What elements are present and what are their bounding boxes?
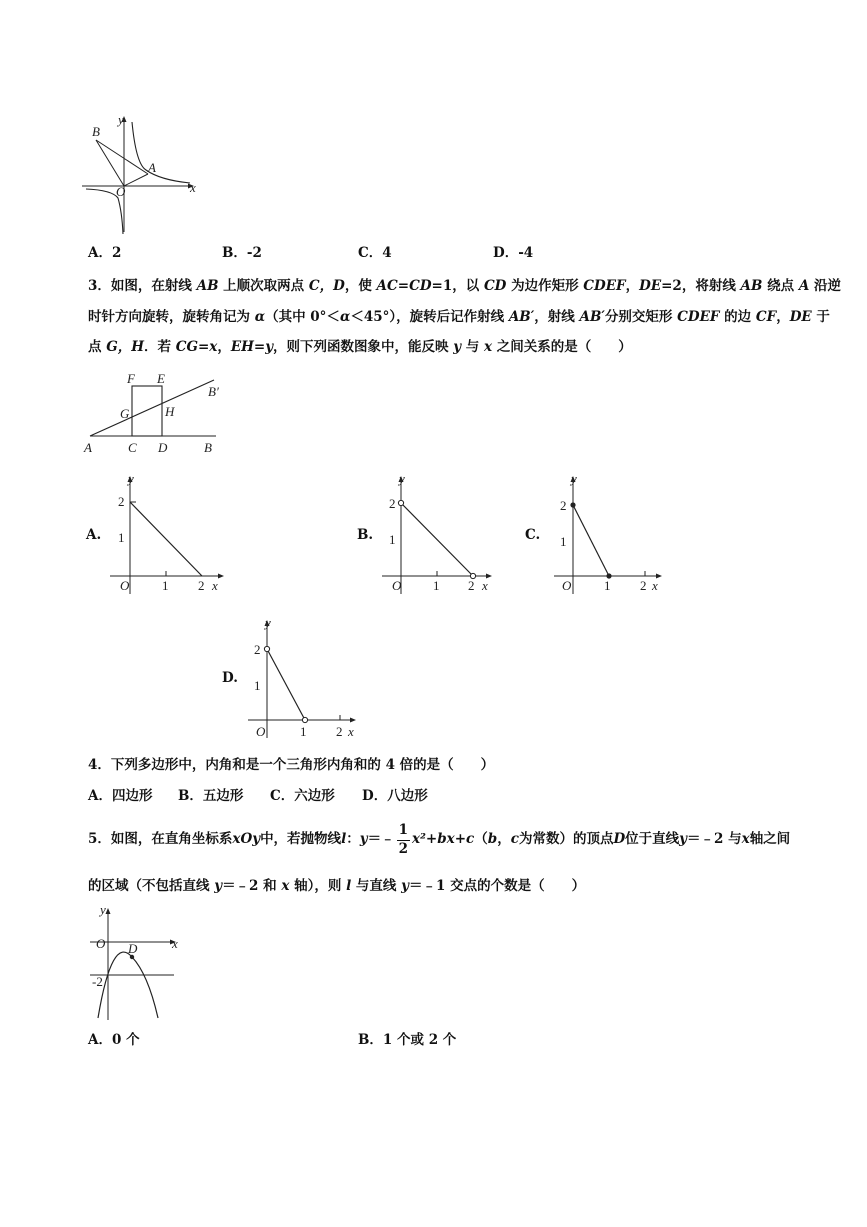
- q3-label-a: A: [84, 440, 92, 455]
- q3c-tick-x1: 1: [604, 578, 611, 593]
- q5-option-a[interactable]: A．0 个: [88, 1032, 140, 1048]
- q3-label-e: E: [157, 371, 165, 386]
- q3d-x-label: x: [348, 724, 354, 739]
- q2-origin-label: O: [116, 184, 126, 199]
- q3d-origin: O: [256, 724, 266, 739]
- q5-vertex-label: D: [128, 941, 138, 956]
- q3-rectangle-figure: [84, 370, 224, 456]
- q3b-y-label: y: [399, 471, 405, 486]
- q3-label-g: G: [120, 406, 130, 421]
- q3a-tick-y1: 1: [118, 530, 125, 545]
- q3c-tick-x2: 2: [640, 578, 647, 593]
- q4-option-d[interactable]: D．八边形: [362, 788, 428, 804]
- q3a-tick-x1: 1: [162, 578, 169, 593]
- q4-option-b[interactable]: B．五边形: [178, 788, 244, 804]
- q3-label-h: H: [165, 404, 175, 419]
- q5-option-b[interactable]: B．1 个或 2 个: [358, 1032, 457, 1048]
- q4-option-c[interactable]: C．六边形: [270, 788, 335, 804]
- q3a-tick-y2: 2: [118, 494, 125, 509]
- q4-option-a[interactable]: A．四边形: [88, 788, 153, 804]
- q3c-tick-y2: 2: [560, 498, 567, 513]
- q3a-x-label: x: [212, 578, 218, 593]
- q3c-tick-y1: 1: [560, 534, 567, 549]
- q5-y-label: y: [100, 902, 106, 917]
- q5-stem-line-1: 5．如图，在直角坐标系 xOy 中，若抛物线 l ： y ＝﹣ $\frac{1}{2}$ x²+bx+c （ b ， c 为常数）的顶点 D 位于直线 y ＝﹣2 与 x 轴之间: [88, 822, 791, 857]
- q3-option-d-graph[interactable]: [248, 614, 368, 740]
- q3-option-b-letter[interactable]: B.: [357, 527, 374, 543]
- q3-option-c-graph[interactable]: [554, 470, 674, 596]
- q3-label-bprime: B′: [208, 384, 219, 399]
- q3a-y-label: y: [128, 471, 134, 486]
- q3-option-c-letter[interactable]: C.: [525, 527, 541, 543]
- q3a-origin: O: [120, 578, 130, 593]
- q3d-tick-y2: 2: [254, 642, 261, 657]
- q3b-tick-y1: 1: [389, 532, 396, 547]
- q2-option-c[interactable]: C．4: [358, 245, 392, 261]
- q5-stem-line-2: 的区域（不包括直线 y＝﹣2 和 x 轴），则 l 与直线 y＝﹣1 交点的个数是（ ）: [88, 878, 586, 894]
- q3-label-f: F: [127, 371, 135, 386]
- q3-stem-line-2: 时针方向旋转，旋转角记为 α（其中 0°＜α＜45°），旋转后记作射线 AB′，射线 AB′分别交矩形 CDEF 的边 CF，DE 于: [88, 309, 830, 325]
- q3b-origin: O: [392, 578, 402, 593]
- q2-point-b-label: B: [92, 124, 100, 139]
- q3-label-d: D: [158, 440, 168, 455]
- q2-x-label: x: [190, 180, 196, 195]
- q2-y-label: y: [118, 112, 124, 127]
- q3-stem-line-3: 点 G，H．若 CG=x，EH=y，则下列函数图象中，能反映 y 与 x 之间关系的是（ ）: [88, 339, 632, 355]
- q3b-x-label: x: [482, 578, 488, 593]
- q3d-tick-y1: 1: [254, 678, 261, 693]
- q2-point-a-label: A: [148, 160, 156, 175]
- q2-option-b[interactable]: B．-2: [222, 245, 262, 261]
- q3-option-b-graph[interactable]: [382, 470, 502, 596]
- q2-option-d[interactable]: D．-4: [493, 245, 534, 261]
- q3b-tick-y2: 2: [389, 496, 396, 511]
- q5-tick-minus-2: -2: [92, 974, 103, 989]
- q5-fraction: $\frac{1}{2}$: [398, 822, 408, 857]
- q3c-y-label: y: [571, 471, 577, 486]
- q3-label-b: B: [204, 440, 212, 455]
- q3b-tick-x2: 2: [468, 578, 475, 593]
- q3a-tick-x2: 2: [198, 578, 205, 593]
- q3c-x-label: x: [652, 578, 658, 593]
- q3-option-a-graph[interactable]: [110, 470, 230, 596]
- q3-option-a-letter[interactable]: A.: [86, 527, 102, 543]
- q5-parabola-graph: [86, 904, 186, 1022]
- q5-origin: O: [96, 936, 106, 951]
- q3c-origin: O: [562, 578, 572, 593]
- q2-option-a[interactable]: A．2: [88, 245, 122, 261]
- q3b-tick-x1: 1: [433, 578, 440, 593]
- q3-option-d-letter[interactable]: D.: [222, 670, 238, 686]
- q4-stem: 4．下列多边形中，内角和是一个三角形内角和的 4 倍的是（ ）: [88, 757, 495, 773]
- q3d-y-label: y: [265, 615, 271, 630]
- q3-label-c: C: [128, 440, 137, 455]
- q5-x-label: x: [172, 936, 178, 951]
- q2-hyperbola-graph: [82, 112, 207, 237]
- q3d-tick-x2: 2: [336, 724, 343, 739]
- q3-stem-line-1: 3．如图，在射线 AB 上顺次取两点 C，D，使 AC=CD=1，以 CD 为边作矩形 CDEF，DE=2，将射线 AB 绕点 A 沿逆: [88, 278, 842, 294]
- q3d-tick-x1: 1: [300, 724, 307, 739]
